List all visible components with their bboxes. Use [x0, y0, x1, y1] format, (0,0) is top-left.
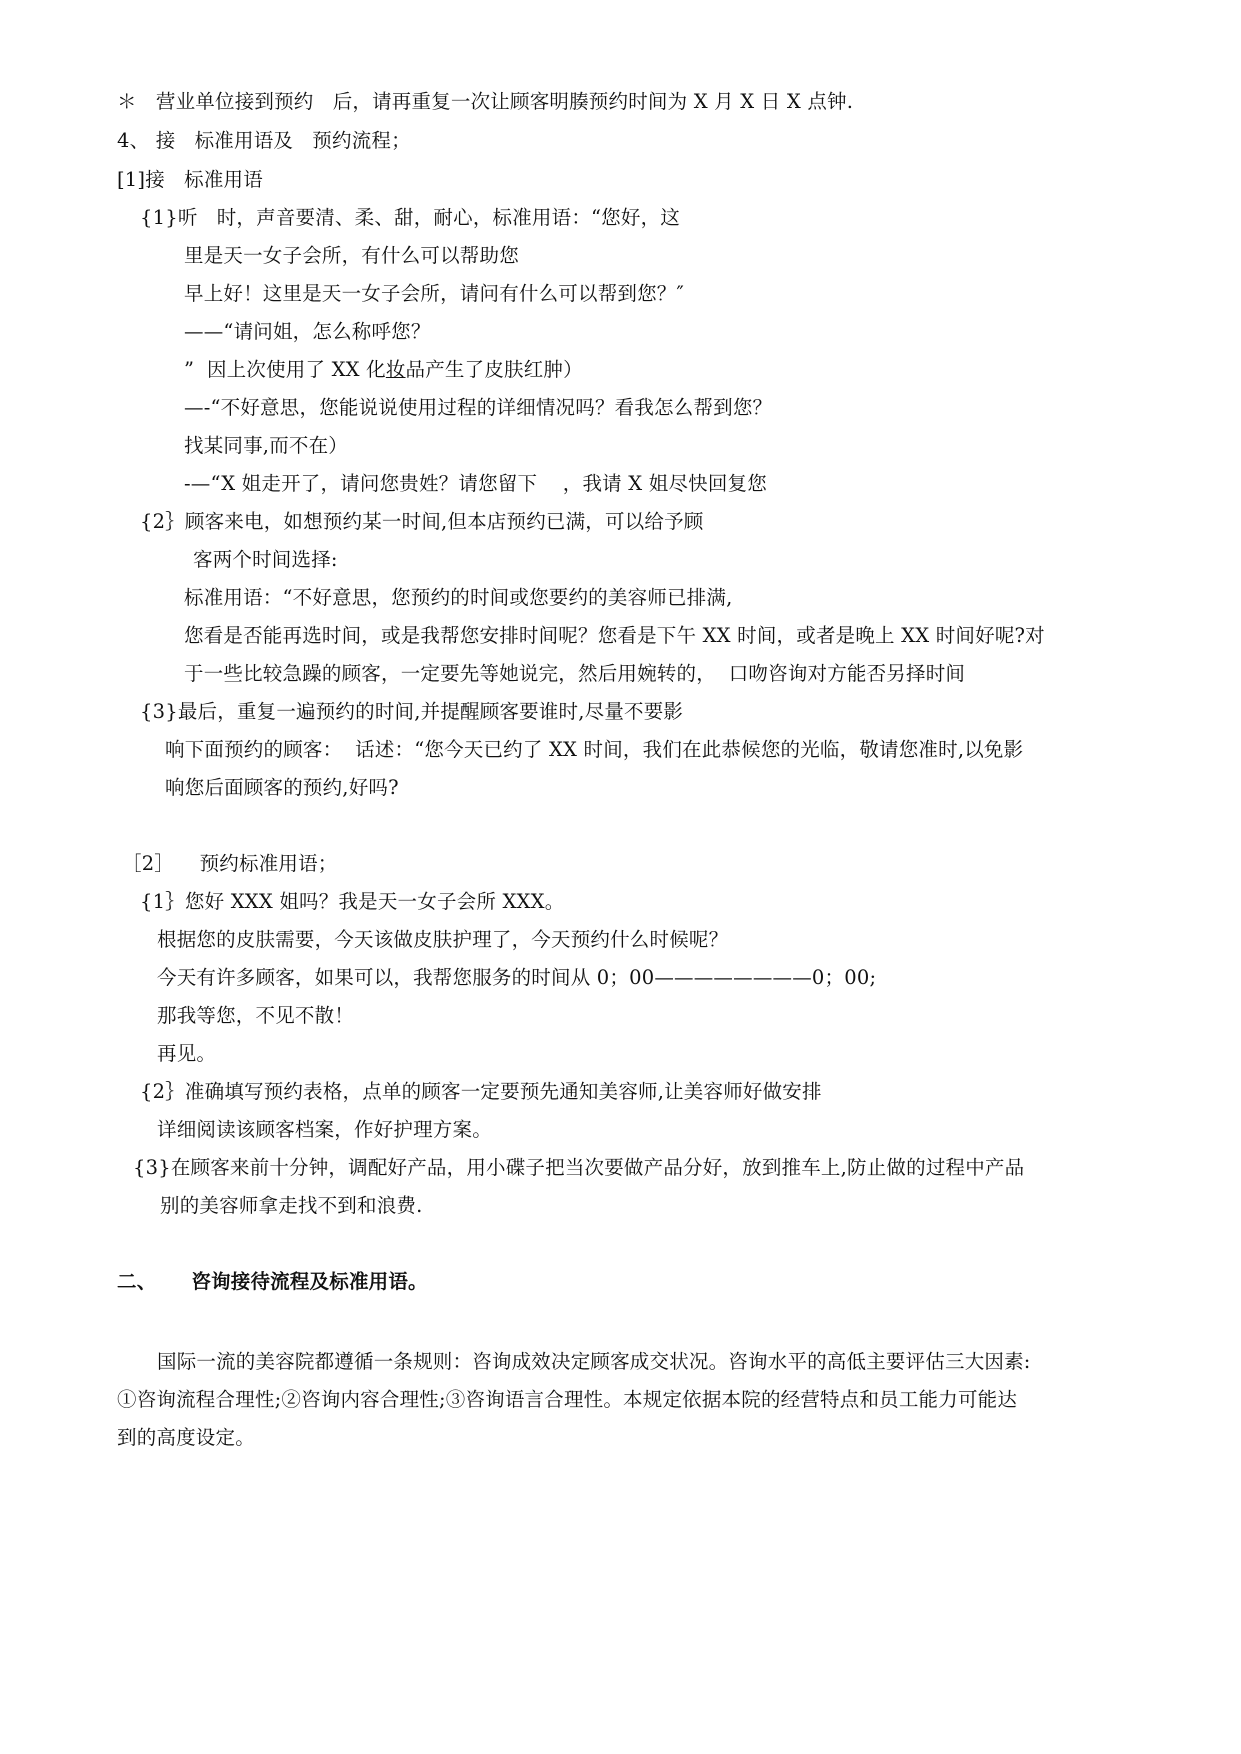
- text-line: 4、 接 标准用语及 预约流程；: [117, 129, 411, 152]
- text-line: 别的美容师拿走找不到和浪费.: [160, 1194, 423, 1217]
- text-line: 客两个时间选择:: [193, 548, 338, 571]
- text-line: 根据您的皮肤需要，今天该做皮肤护理了，今天预约什么时候呢？: [157, 928, 729, 951]
- text-line: {2｝准确填写预约表格，点单的顾客一定要预先通知美容师,让美容师好做安排: [140, 1080, 822, 1103]
- text-line: 找某同事,而不在）: [184, 434, 348, 457]
- text-line: 标准用语：“不好意思，您预约的时间或您要约的美容师已排满,: [184, 586, 733, 609]
- text-segment: ” 因上次使用了 XX 化: [184, 358, 386, 381]
- text-line: 再见。: [157, 1042, 217, 1065]
- text-line: 于一些比较急躁的顾客，一定要先等她说完，然后用婉转的， 口吻咨询对方能否另择时间: [184, 662, 966, 685]
- paragraph-line: 国际一流的美容院都遵循一条规则：咨询成效决定顾客成交状况。咨询水平的高低主要评估三大因素:: [157, 1350, 1031, 1373]
- text-line: ＊ 营业单位接到预约 后，请再重复一次让顾客明腠预约时间为 X 月 X 日 X 点钟.: [117, 90, 854, 113]
- text-line: 详细阅读该顾客档案，作好护理方案。: [157, 1118, 492, 1141]
- text-line: 里是天一女子会所，有什么可以帮助您: [184, 244, 519, 267]
- paragraph-line: ①咨询流程合理性;②咨询内容合理性;③咨询语言合理性。本规定依据本院的经营特点和员工能力可能达: [117, 1388, 1018, 1411]
- text-line: ——“请问姐，怎么称呼您？: [184, 320, 431, 343]
- text-line: {2｝顾客来电，如想预约某一时间,但本店预约已满，可以给予顾: [140, 510, 704, 533]
- text-line: [184, 356, 583, 384]
- paragraph-line: 到的高度设定。: [117, 1426, 255, 1449]
- text-line: —-“不好意思，您能说说使用过程的详细情况吗？看我怎么帮到您？: [184, 396, 773, 419]
- text-segment: 品产生了皮肤红肿）: [405, 358, 583, 381]
- text-line: {1}听 时，声音要清、柔、甜，耐心，标准用语：“您好，这: [140, 206, 680, 229]
- text-line: ［2］ 预约标准用语；: [122, 852, 338, 875]
- text-line: 响您后面顾客的预约,好吗?: [165, 776, 399, 799]
- section-heading: 二、 咨询接待流程及标准用语。: [117, 1270, 428, 1293]
- text-line: {3}最后，重复一遍预约的时间,并提醒顾客要谁时,尽量不要影: [140, 700, 684, 723]
- text-line: {1｝您好 XXX 姐吗？我是天一女子会所 XXX。: [140, 890, 565, 913]
- underlined-text: 妆: [385, 358, 406, 381]
- text-line: -—“X 姐走开了，请问您贵姓？请您留下 ，我请 X 姐尽快回复您: [184, 472, 767, 495]
- text-line: [1]接 标准用语: [117, 168, 263, 191]
- text-line: 响下面预约的顾客： 话述：“您今天已约了 XX 时间，我们在此恭候您的光临，敬请您准时,以免影: [165, 738, 1024, 761]
- text-line: 今天有许多顾客，如果可以，我帮您服务的时间从 0；00————————0；00;: [157, 966, 877, 989]
- text-line: {3}在顾客来前十分钟，调配好产品，用小碟子把当次要做产品分好，放到推车上,防止做的过程中产品: [133, 1156, 1025, 1179]
- text-line: 您看是否能再选时间，或是我帮您安排时间呢？您看是下午 XX 时间，或者是晚上 XX 时间好呢?对: [184, 624, 1045, 647]
- text-line: 那我等您，不见不散！: [157, 1004, 355, 1027]
- text-line: 早上好！这里是天一女子会所，请问有什么可以帮到您？″: [184, 282, 684, 305]
